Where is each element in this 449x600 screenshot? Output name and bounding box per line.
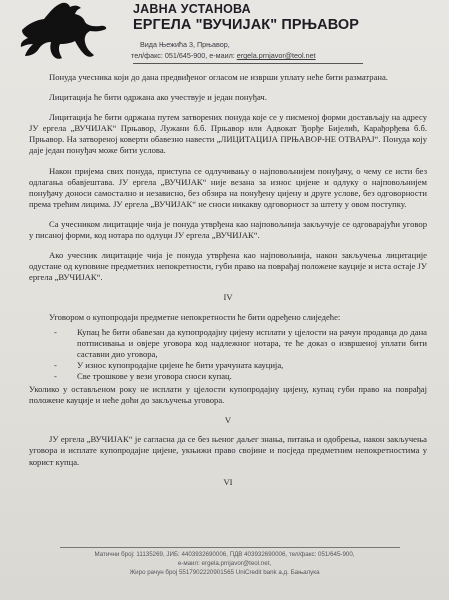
paragraph-contract: Са учесником лицитације чија је понуда утврђена као најповољнија закључује се одговарајући уговор у писаној форми, код нотара по одлуци ЈУ ергела „ВУЧИЈАК“. [29,218,427,241]
list-item-text: У износ купопродајне цијене ће бити урачуната кауција, [77,359,284,370]
list-item-text: Све трошкове у вези уговора сноси купац. [77,370,232,381]
contact-phone: тел/факс: 051/645-900, е-маил: [131,51,237,60]
list-item: - Све трошкове у вези уговора сноси купац. [54,370,232,381]
section-number-v: V [224,415,232,426]
section-number-iv: IV [223,292,233,303]
footer-bank-account: Жиро рачун број 5517902220901565 UniCredit bank а.д. Бањалука [129,569,320,576]
terms-list [29,327,427,382]
footer-registration: Матични број: 11135269, ЈИБ: 4403932690006, ПДВ 403932690006, тел/факс: 051/645-900, [94,551,355,558]
footer-email: е-маил: ergela.prnjavor@teol.net, [177,560,272,567]
list-item: - У износ купопродајне цијене ће бити урачуната кауција, [54,359,284,370]
paragraph-ownership: ЈУ ергела „ВУЧИЈАК“ је сагласна да се без њеног даљег знања, питања и одобрења, након закључења уговора и исплате купопродајне цијене, укњижи право својине и посједа предметним непокретностима у корист купца. [29,434,427,467]
document-body [29,72,427,496]
contact-email: ergela.prnjavor@teol.net [236,51,316,60]
footer-divider [60,547,400,548]
letterhead [0,0,449,68]
list-item: - Купац ће бити обавезан да купопродајну цијену исплати у цјелости на рачун продавца до дана потписивања и овјере уговора код надлежног нотара, те ће доказ о извршеној уплати бити саставни дио уговора, [54,326,427,359]
paragraph-nonpayment: Уколико у остављеном року не исплати у цјелости купопродајну цијену, купац губи право на поврађај положене кауције и неће доћи до закључења уговора. [29,384,427,406]
paragraph-contract-terms: Уговором о купопродаји предметне непокретности ће бити одређено слиједеће: [49,311,341,322]
paragraph-decision: Након пријема свих понуда, приступа се одлучивању о најповољнијем понуђачу, о чему се исти без одлагања обавјештава. ЈУ ергела „ВУЧИЈАК“ није везана за износ цијене и одлуку о најповољнијем понуђачу доноси самостално и независно, без обзира на понуђену цијену и друге услове, без одговорности према трећим лицима. ЈУ ергела „ВУЧИЈАК“ не сноси никакву одговорност за штету у овом поступку. [29,165,427,209]
paragraph-sealed-bids: Лицитација ће бити одржана путем затворених понуда које се у писменој форми достављају на адресу ЈУ ергела „ВУЧИЈАК“ Прњавор, Лужани б.б. Прњавор или Адвокат Ђорђе Бијелић, Карађорђева б.б. Прњавор. На затвореној коверти обавезно навести „ЛИЦИТАЦИЈА ПРЊАВОР-НЕ ОТВАРАЈ“. Понуда коју даје један понуђач може бити услова. [29,112,427,156]
page-footer [0,543,449,600]
horse-logo-icon [14,0,114,62]
header-divider [133,63,363,64]
paragraph-withdrawal: Ако учесник лицитације чија је понуда утврђена као најповољнија, након закључења лицитације одустане од куповине предметних непокретности, губи право на поврађај положене кауције и иста остаје ЈУ ергела „ВУЧИЈАК“. [29,250,427,283]
org-contact [131,51,316,60]
paragraph-late-payment: Понуда учесника који до дана предвиђеног огласом не изврши уплату неће бити разматрана. [49,72,388,82]
org-name: ЕРГЕЛА "ВУЧИЈАК" ПРЊАВОР [133,17,360,33]
org-type: ЈАВНА УСТАНОВА [133,2,251,16]
list-item-text: Купац ће бити обавезан да купопродајну цијену исплати у цјелости на рачун продавца до дана потписивања и овјере уговора код надлежног нотара, те ће доказ о извршеној уплати бити саставни дио уговора, [77,326,427,359]
org-address: Вида Њежића 3, Прњавор, [140,40,230,49]
section-number-vi: VI [223,476,233,487]
paragraph-single-bidder: Лицитација ће бити одржана ако учествује и један понуђач. [49,92,267,103]
